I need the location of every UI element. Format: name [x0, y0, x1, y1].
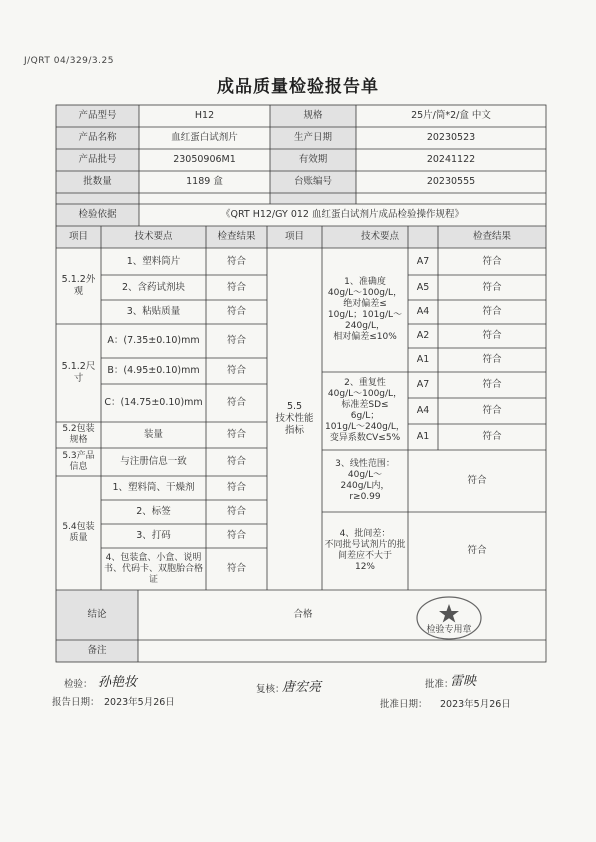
mfg-date-label: 生产日期	[293, 132, 332, 143]
result: 符合	[482, 330, 502, 341]
ledger-label: 台账编号	[293, 176, 332, 187]
result: 符合	[226, 482, 246, 493]
inspection-seal	[415, 594, 483, 640]
result: 符合	[226, 563, 246, 574]
mfg-date-value: 20230523	[426, 132, 476, 143]
header-result: 检查结果	[217, 231, 256, 242]
name-value: 血红蛋白试剂片	[171, 132, 238, 143]
sample-code: A7	[416, 379, 430, 390]
approver-signature: 雷映	[450, 674, 477, 689]
header-result-2: 检查结果	[472, 231, 511, 242]
result: 符合	[226, 306, 246, 317]
header-item: 项目	[68, 231, 88, 242]
group-product-info: 5.3产品信息	[62, 451, 95, 472]
result: 符合	[226, 506, 246, 517]
approver-label: 批准：	[425, 679, 454, 690]
requirement: A：(7.35±0.10)mm	[107, 335, 200, 346]
requirement: C：(14.75±0.10)mm	[104, 397, 203, 408]
sample-code: A5	[416, 281, 430, 293]
result: 符合	[226, 365, 246, 376]
expiry-value: 20241122	[426, 154, 476, 165]
result: 符合	[482, 306, 502, 317]
remark-label: 备注	[87, 645, 107, 656]
remark-value	[138, 640, 546, 662]
basis-value: 《QRT H12/GY 012 血红蛋白试剂片成品检验操作规程》	[220, 209, 464, 220]
quantity-value: 1189 盒	[186, 176, 223, 187]
sample-code: A1	[416, 354, 430, 365]
sample-code: A1	[416, 431, 430, 442]
inspector-signature: 孙艳妆	[98, 675, 138, 690]
report-date: 2023年5月26日	[104, 697, 175, 708]
requirement: B：(4.95±0.10)mm	[107, 365, 200, 376]
result: 符合	[226, 255, 246, 267]
group-technical-performance: 5.5 技术性能 指标	[275, 401, 314, 436]
header-requirement: 技术要点	[134, 231, 173, 242]
spec-code-label: 产品型号	[78, 110, 117, 121]
requirement: 与注册信息一致	[120, 456, 187, 467]
requirement: 4、包装盒、小盒、说明书、代码卡、双胞胎合格证	[103, 552, 203, 585]
spec-label: 规格	[303, 110, 323, 121]
group-packaging-quality: 5.4包装质量	[62, 522, 95, 543]
group-appearance: 5.1.2外观	[61, 274, 96, 297]
sample-code: A7	[416, 255, 430, 267]
requirement: 1、塑料筒、干燥剂	[112, 482, 195, 493]
result: 符合	[226, 335, 246, 346]
approve-date: 2023年5月26日	[440, 699, 511, 710]
basis-label: 检验依据	[78, 209, 117, 220]
seal-text: 检验专用章	[426, 625, 472, 635]
result: 符合	[482, 405, 502, 416]
conclusion-value: 合格	[293, 609, 313, 620]
requirement: 1、塑料筒片	[126, 255, 181, 267]
result: 符合	[226, 530, 246, 541]
name-label: 产品名称	[78, 132, 117, 143]
requirement: 装量	[143, 429, 163, 440]
quantity-label: 批数量	[83, 176, 112, 187]
ledger-value: 20230555	[426, 176, 476, 187]
result: 符合	[482, 431, 502, 442]
result: 符合	[226, 429, 246, 440]
report-date-label: 报告日期：	[52, 697, 100, 708]
spec-value: 25片/筒*2/盒 中文	[411, 110, 491, 121]
batch-variance-requirement: 4、批间差： 不同批号试剂片的批间差应不大于 12%	[324, 529, 406, 572]
result: 符合	[467, 475, 487, 486]
inspector-label: 检验：	[64, 679, 93, 690]
accuracy-requirement: 1、准确度 40g/L～100g/L，绝对偏差≤ 10g/L；101g/L～ 240g/L， 相对偏差≤10%	[327, 277, 403, 342]
result: 符合	[482, 255, 502, 267]
sample-code: A2	[416, 330, 430, 341]
conclusion-label: 结论	[87, 609, 107, 620]
result: 符合	[482, 281, 502, 293]
header-item-2: 项目	[284, 231, 304, 242]
header-requirement-2: 技术要点	[360, 231, 399, 242]
document-number: J/QRT 04/329/3.25	[24, 56, 114, 66]
linearity-requirement: 3、线性范围： 40g/L～ 240g/L内， r≥0.99	[335, 459, 395, 502]
requirement: 2、标签	[136, 506, 171, 517]
requirement: 3、粘贴质量	[126, 306, 181, 317]
batch-label: 产品批号	[78, 154, 117, 165]
repeatability-requirement: 2、重复性 40g/L～100g/L，标准差SD≤ 6g/L； 101g/L～240g/L，变异系数CV≤5%	[325, 378, 405, 443]
batch-value: 23050906M1	[173, 154, 236, 165]
reviewer-signature: 唐宏亮	[282, 680, 322, 695]
result: 符合	[482, 379, 502, 390]
result: 符合	[226, 281, 246, 293]
page-title: 成品质量检验报告单	[217, 77, 379, 97]
spec-code-value: H12	[194, 110, 215, 121]
requirement: 2、含药试剂块	[121, 281, 186, 293]
sample-code: A4	[416, 306, 430, 317]
result: 符合	[226, 397, 246, 408]
sample-code: A4	[416, 405, 430, 416]
group-dimensions: 5.1.2尺寸	[61, 361, 96, 384]
requirement: 3、打码	[136, 530, 171, 541]
approve-date-label: 批准日期：	[380, 699, 428, 710]
expiry-label: 有效期	[298, 154, 328, 165]
result: 符合	[467, 545, 487, 556]
reviewer-label: 复核：	[256, 684, 285, 695]
result: 符合	[482, 354, 502, 365]
group-packaging-spec: 5.2包装规格	[62, 424, 95, 445]
result: 符合	[226, 456, 246, 467]
